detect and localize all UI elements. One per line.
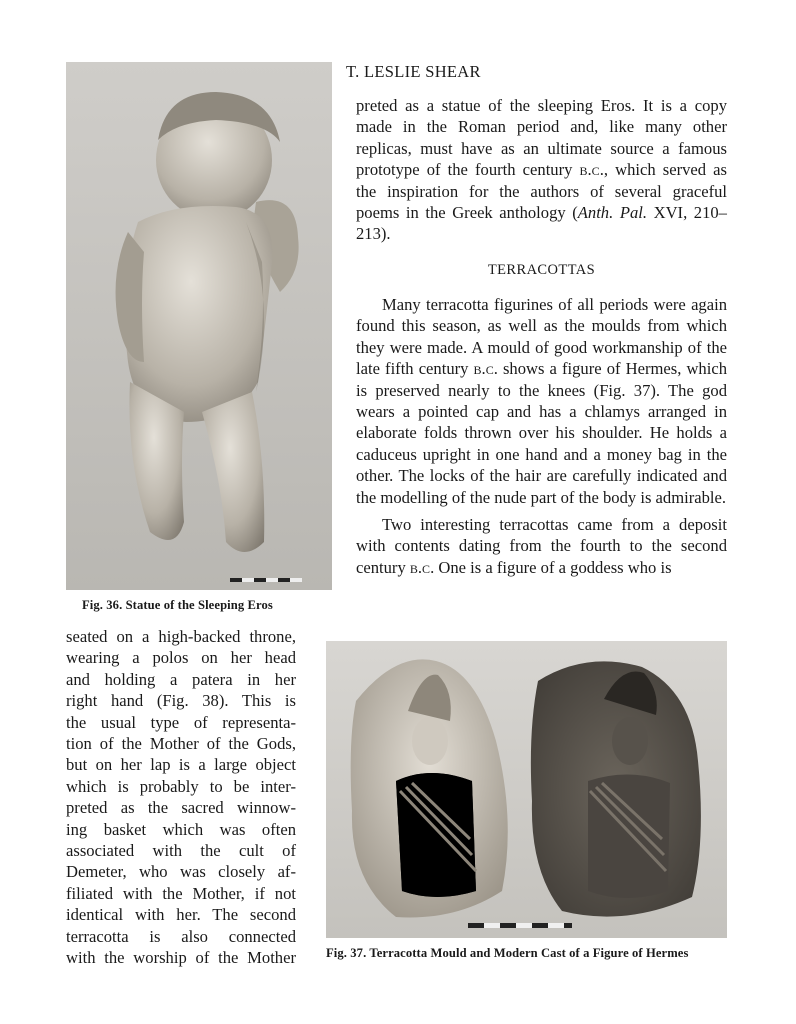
left-line: terracotta is also connected xyxy=(66,926,296,946)
left-column-text xyxy=(66,626,296,969)
para2-era-abbrev: b.c. xyxy=(473,359,498,379)
left-line: right hand (Fig. 38). This is xyxy=(66,691,296,711)
left-line: ing basket which was often xyxy=(66,819,296,839)
left-line: seated on a high-backed throne, xyxy=(66,627,296,646)
left-line: which is probably to be inter- xyxy=(66,776,296,796)
paragraph-deposit xyxy=(356,514,727,578)
para1-text-a: preted as a statue of the sleeping Eros. It is a copy made in the Roman period and, like many other replicas, must have as an ultimate source a famous prototype of the fourth century xyxy=(356,96,727,180)
left-line: with the worship of the Mother xyxy=(66,948,296,968)
left-line: tion of the Mother of the Gods, xyxy=(66,734,296,754)
left-line: filiated with the Mother, if not xyxy=(66,883,296,903)
right-column-text-terracottas xyxy=(356,294,727,578)
figure-37-caption: Fig. 37. Terracotta Mould and Modern Cast of a Figure of Hermes xyxy=(326,946,689,960)
left-line: identical with her. The second xyxy=(66,905,296,925)
running-head: T. LESLIE SHEAR xyxy=(346,62,481,81)
hermes-mould-and-cast-image xyxy=(326,641,727,938)
left-line: and holding a patera in her xyxy=(66,669,296,689)
left-line: preted as the sacred winnow- xyxy=(66,798,296,818)
para3-text-b: One is a figure of a goddess who is xyxy=(434,557,672,577)
para1-citation: Anth. Pal. xyxy=(577,203,648,223)
para1-text-c: XVI, 210–213). xyxy=(356,203,727,244)
sleeping-eros-statue-image xyxy=(66,62,332,590)
left-line: the usual type of representa- xyxy=(66,712,296,732)
para2-text-b: shows a figure of Hermes, which is preserved nearly to the knees (Fig. 37). The god wears a pointed cap and has a chlamys arranged in elaborate folds thrown over his shoulder. He holds a caduceus upright in one hand and a money bag in the other. The locks of the hair are carefully indicated and the modelling of the nude part of the body is admirable. xyxy=(356,359,727,507)
figure-37-photo xyxy=(326,641,727,938)
paragraph-hermes-mould xyxy=(356,294,727,508)
figure-36-photo xyxy=(66,62,332,590)
para3-era-abbrev: b.c. xyxy=(409,557,435,577)
left-line: but on her lap is a large object xyxy=(66,755,296,775)
para1-era-abbrev: b.c. xyxy=(579,160,604,180)
paragraph-eros-continued xyxy=(356,95,727,245)
para1-text-b: , which served as the inspiration for the authors of several graceful poems in the Greek anthology ( xyxy=(356,160,727,223)
right-column-text xyxy=(356,95,727,245)
para2-text-a: Many terracotta figurines of all periods were again found this season, as well as the moulds from which they were made. A mould of good workmanship of the late fifth century xyxy=(356,295,727,379)
para3-text-a: Two interesting terracottas came from a deposit with contents dating from the fourth to the second century xyxy=(356,515,727,577)
figure-36-caption: Fig. 36. Statue of the Sleeping Eros xyxy=(82,598,273,612)
left-line: wearing a polos on her head xyxy=(66,648,296,668)
left-line: Demeter, who was closely af- xyxy=(66,862,296,882)
section-heading-terracottas: TERRACOTTAS xyxy=(487,262,596,278)
left-line: associated with the cult of xyxy=(66,841,296,861)
